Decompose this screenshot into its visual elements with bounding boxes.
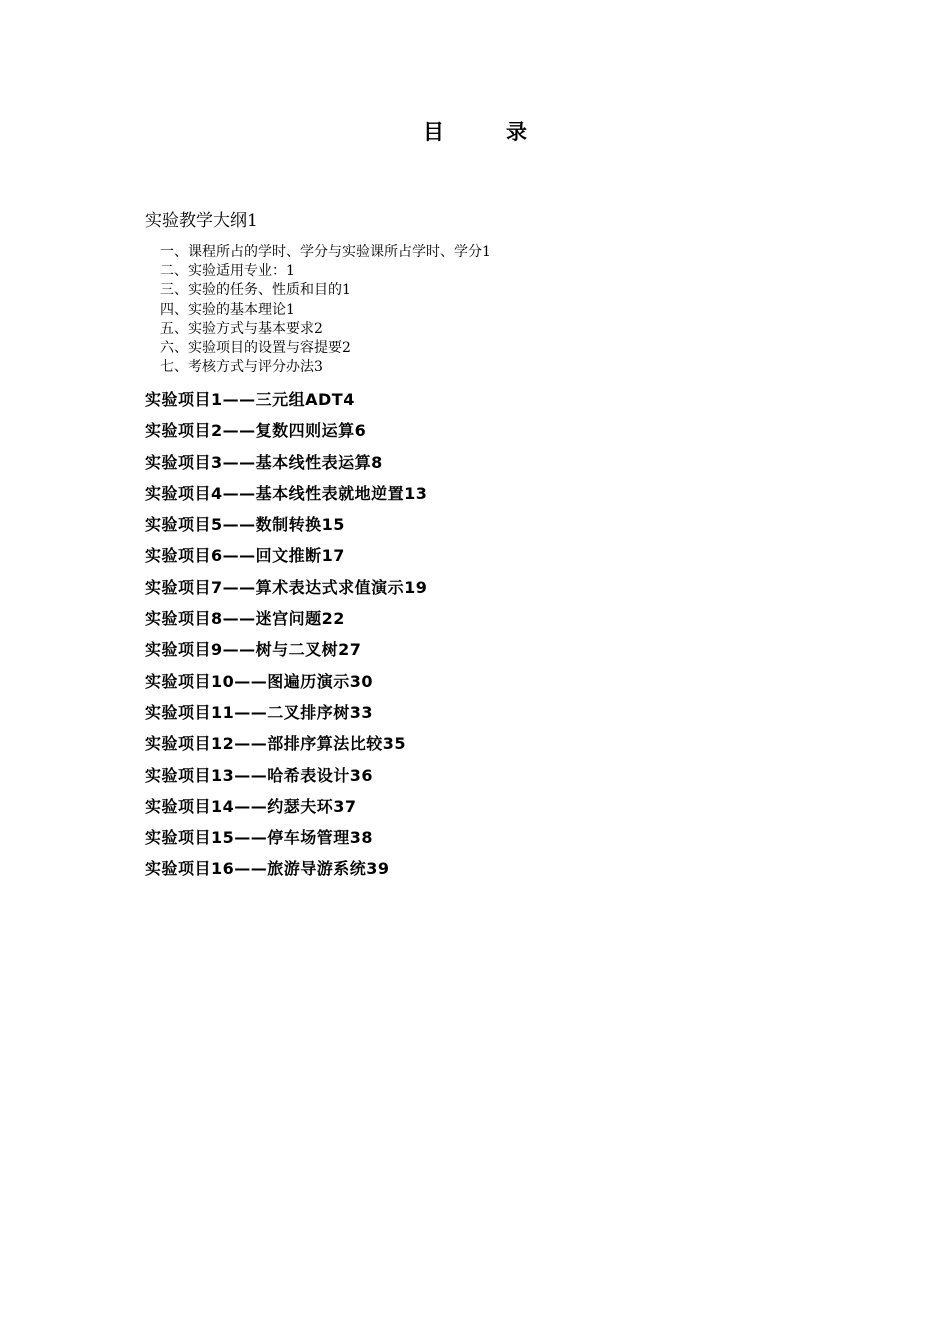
toc-project-entry[interactable]: 实验项目12——部排序算法比较35	[145, 734, 407, 754]
syllabus-subentries	[160, 243, 491, 377]
toc-subentry[interactable]: 五、实验方式与基本要求2	[160, 320, 323, 337]
toc-project-entry[interactable]: 实验项目14——约瑟夫环37	[145, 796, 357, 816]
toc-project-entry[interactable]: 实验项目15——停车场管理38	[145, 828, 374, 848]
toc-subentry[interactable]: 二、实验适用专业：1	[160, 263, 295, 280]
toc-project-entry[interactable]: 实验项目8——迷宫问题22	[145, 609, 345, 629]
toc-project-entry[interactable]: 实验项目7——算术表达式求值演示19	[145, 577, 428, 597]
toc-project-entry[interactable]: 实验项目6——回文推断17	[145, 546, 345, 566]
toc-project-entry[interactable]: 实验项目3——基本线性表运算8	[145, 452, 383, 472]
toc-subentry[interactable]: 六、实验项目的设置与容提要2	[160, 340, 351, 357]
toc-title: 目录	[423, 119, 589, 144]
toc-project-entry[interactable]: 实验项目10——图遍历演示30	[145, 671, 374, 691]
toc-subentry[interactable]: 三、实验的任务、性质和目的1	[160, 282, 351, 299]
toc-project-entry[interactable]: 实验项目13——哈希表设计36	[145, 765, 374, 785]
toc-entry-syllabus[interactable]: 实验教学大纲1	[145, 211, 258, 231]
toc-project-entry[interactable]: 实验项目2——复数四则运算6	[145, 421, 367, 441]
toc-subentry[interactable]: 一、课程所占的学时、学分与实验课所占学时、学分1	[160, 244, 491, 260]
toc-project-entry[interactable]: 实验项目16——旅游导游系统39	[145, 859, 390, 879]
toc-project-entry[interactable]: 实验项目1——三元组ADT4	[145, 390, 355, 409]
project-entries	[145, 384, 427, 885]
toc-subentry[interactable]: 四、实验的基本理论1	[160, 301, 295, 318]
toc-project-entry[interactable]: 实验项目4——基本线性表就地逆置13	[145, 483, 428, 503]
toc-project-entry[interactable]: 实验项目11——二叉排序树33	[145, 702, 374, 722]
toc-project-entry[interactable]: 实验项目5——数制转换15	[145, 515, 345, 535]
toc-subentry[interactable]: 七、考核方式与评分办法3	[160, 359, 323, 376]
toc-project-entry[interactable]: 实验项目9——树与二叉树27	[145, 640, 362, 660]
